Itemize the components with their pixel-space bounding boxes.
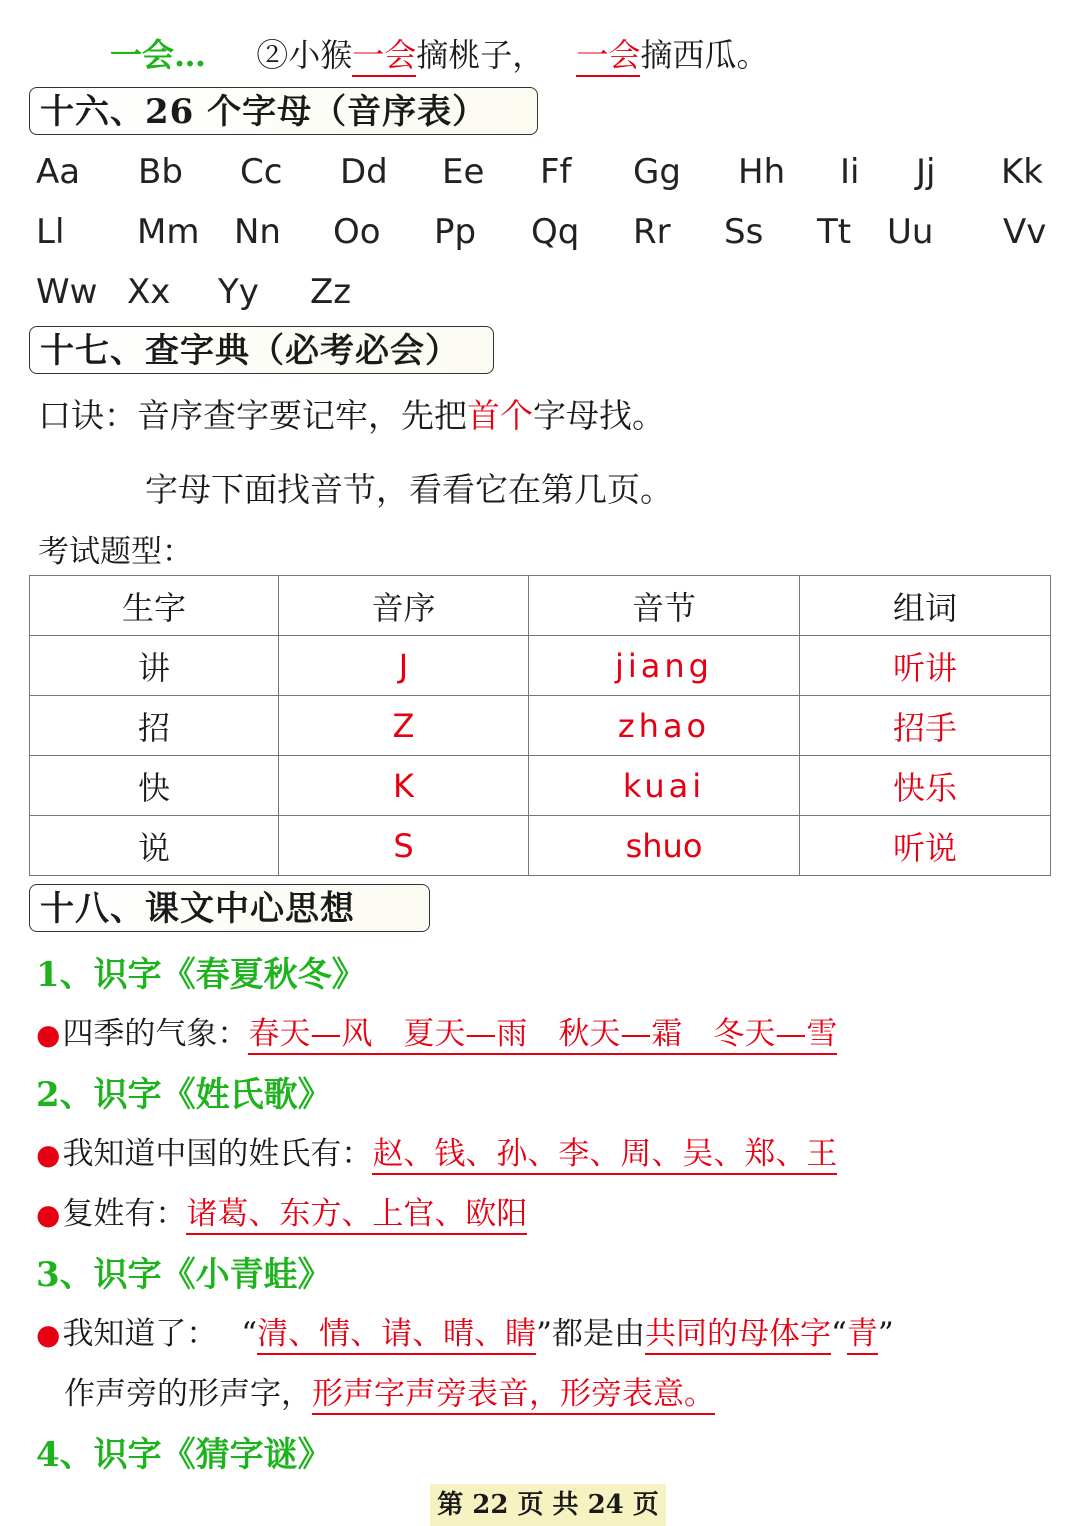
top-text-3: 摘西瓜。 (640, 36, 769, 74)
lesson-3-point-line-2 (64, 1368, 715, 1413)
dictionary-table (29, 575, 1051, 876)
cell-initial: Z (279, 696, 529, 756)
cell-character: 招 (30, 696, 279, 756)
quote-close-2: ” (877, 1316, 894, 1352)
top-text-1: 小猴 (288, 36, 353, 74)
alphabet-letter: Qq (531, 212, 580, 252)
cell-syllable: shuo (529, 816, 800, 876)
lesson-1-answer: 春天—风 夏天—雨 秋天—霜 冬天—雪 (248, 1016, 837, 1055)
table-row (30, 756, 1051, 816)
section-16-title: 十六、26 个字母（音序表） (29, 87, 538, 135)
lesson-3-mid: 都是由 (552, 1316, 646, 1352)
top-example-line (110, 30, 768, 76)
alphabet-letter: Aa (36, 152, 81, 192)
lesson-3-point-line-1 (36, 1308, 894, 1353)
lesson-2-heading: 2、识字《姓氏歌》 (36, 1075, 332, 1115)
rhyme-1-a: 口诀：音序查字要记牢，先把 (38, 396, 467, 435)
alphabet-letter: Kk (1001, 152, 1043, 192)
alphabet-letter: Uu (887, 212, 934, 252)
lesson-3-base: 共同的母体字 (645, 1316, 831, 1355)
header-initial: 音序 (279, 576, 529, 636)
alphabet-letter: Cc (240, 152, 283, 192)
lesson-4-heading: 4、识字《猜字谜》 (36, 1435, 332, 1475)
lesson-3-line-2-b: 形声字声旁表音，形旁表意。 (312, 1376, 715, 1415)
bullet-icon: ● (36, 1138, 61, 1171)
lesson-3-base-char: 青 (847, 1316, 878, 1355)
header-word: 组词 (800, 576, 1051, 636)
cell-initial: K (279, 756, 529, 816)
alphabet-letter: Yy (218, 272, 259, 312)
lesson-1-label: 四季的气象： (62, 1016, 249, 1052)
cell-word: 听说 (800, 816, 1051, 876)
table-row (30, 816, 1051, 876)
item-number: ② (256, 36, 289, 74)
top-prefix: 一会… (110, 36, 207, 74)
rhyme-1-b: 字母找。 (533, 396, 665, 435)
alphabet-letter: Oo (333, 212, 381, 252)
lesson-3-label: 我知道了： (62, 1316, 218, 1352)
alphabet-letter: Ss (724, 212, 764, 252)
cell-character: 讲 (30, 636, 279, 696)
lesson-1-heading: 1、识字《春夏秋冬》 (36, 955, 366, 995)
section-18-title: 十八、课文中心思想 (29, 884, 430, 932)
header-syllable: 音节 (529, 576, 800, 636)
top-highlight-2: 一会 (576, 36, 640, 77)
alphabet-letter: Ll (36, 212, 65, 252)
table-header-row (30, 576, 1051, 636)
alphabet-letter: Pp (434, 212, 477, 252)
quote-close: ” (536, 1316, 553, 1352)
rhyme-1-highlight: 首个 (467, 396, 533, 435)
quote-open: “ (241, 1316, 258, 1352)
alphabet-letter: Ii (840, 152, 860, 192)
table-row (30, 636, 1051, 696)
alphabet-letter: Vv (1003, 212, 1047, 252)
lesson-3-chars: 清、情、请、晴、睛 (257, 1316, 536, 1355)
lesson-2-label-1: 我知道中国的姓氏有： (62, 1136, 373, 1172)
top-text-2: 摘桃子， (416, 36, 545, 74)
bullet-icon: ● (36, 1018, 61, 1051)
cell-syllable: jiang (529, 636, 800, 696)
cell-word: 招手 (800, 696, 1051, 756)
cell-initial: S (279, 816, 529, 876)
lesson-1-point (36, 1008, 837, 1053)
alphabet-letter: Jj (916, 152, 936, 192)
alphabet-letter: Ff (540, 152, 572, 192)
top-highlight-1: 一会 (352, 36, 416, 77)
alphabet-letter: Gg (633, 152, 681, 192)
alphabet-letter: Zz (310, 272, 352, 312)
alphabet-letter: Nn (234, 212, 281, 252)
rhyme-line-1 (38, 390, 665, 437)
table-row (30, 696, 1051, 756)
lesson-2-answer-1: 赵、钱、孙、李、周、吴、郑、王 (372, 1136, 837, 1175)
cell-initial: J (279, 636, 529, 696)
cell-word: 快乐 (800, 756, 1051, 816)
alphabet-letter: Ww (36, 272, 98, 312)
cell-syllable: zhao (529, 696, 800, 756)
cell-word: 听讲 (800, 636, 1051, 696)
lesson-2-point-2 (36, 1188, 527, 1233)
cell-character: 说 (30, 816, 279, 876)
quote-open-2: “ (831, 1316, 847, 1352)
alphabet-letter: Xx (127, 272, 171, 312)
rhyme-line-2: 字母下面找音节，看看它在第几页。 (145, 470, 673, 509)
alphabet-letter: Ee (442, 152, 485, 192)
alphabet-letter: Bb (138, 152, 183, 192)
lesson-3-line-2-a: 作声旁的形声字， (64, 1376, 312, 1412)
page-number-footer: 第 22 页 共 24 页 (430, 1484, 666, 1526)
lesson-3-heading: 3、识字《小青蛙》 (36, 1255, 332, 1295)
header-character: 生字 (30, 576, 279, 636)
cell-syllable: kuai (529, 756, 800, 816)
alphabet-letter: Dd (340, 152, 388, 192)
alphabet-letter: Hh (738, 152, 786, 192)
cell-character: 快 (30, 756, 279, 816)
bullet-icon: ● (36, 1318, 61, 1351)
section-17-title: 十七、查字典（必考必会） (29, 326, 494, 374)
lesson-2-point-1 (36, 1128, 837, 1173)
lesson-2-label-2: 复姓有： (62, 1196, 187, 1232)
alphabet-letter: Mm (137, 212, 200, 252)
exam-type-label: 考试题型： (38, 534, 193, 570)
lesson-2-answer-2: 诸葛、东方、上官、欧阳 (186, 1196, 527, 1235)
bullet-icon: ● (36, 1198, 61, 1231)
alphabet-letter: Tt (817, 212, 852, 252)
alphabet-letter: Rr (633, 212, 671, 252)
